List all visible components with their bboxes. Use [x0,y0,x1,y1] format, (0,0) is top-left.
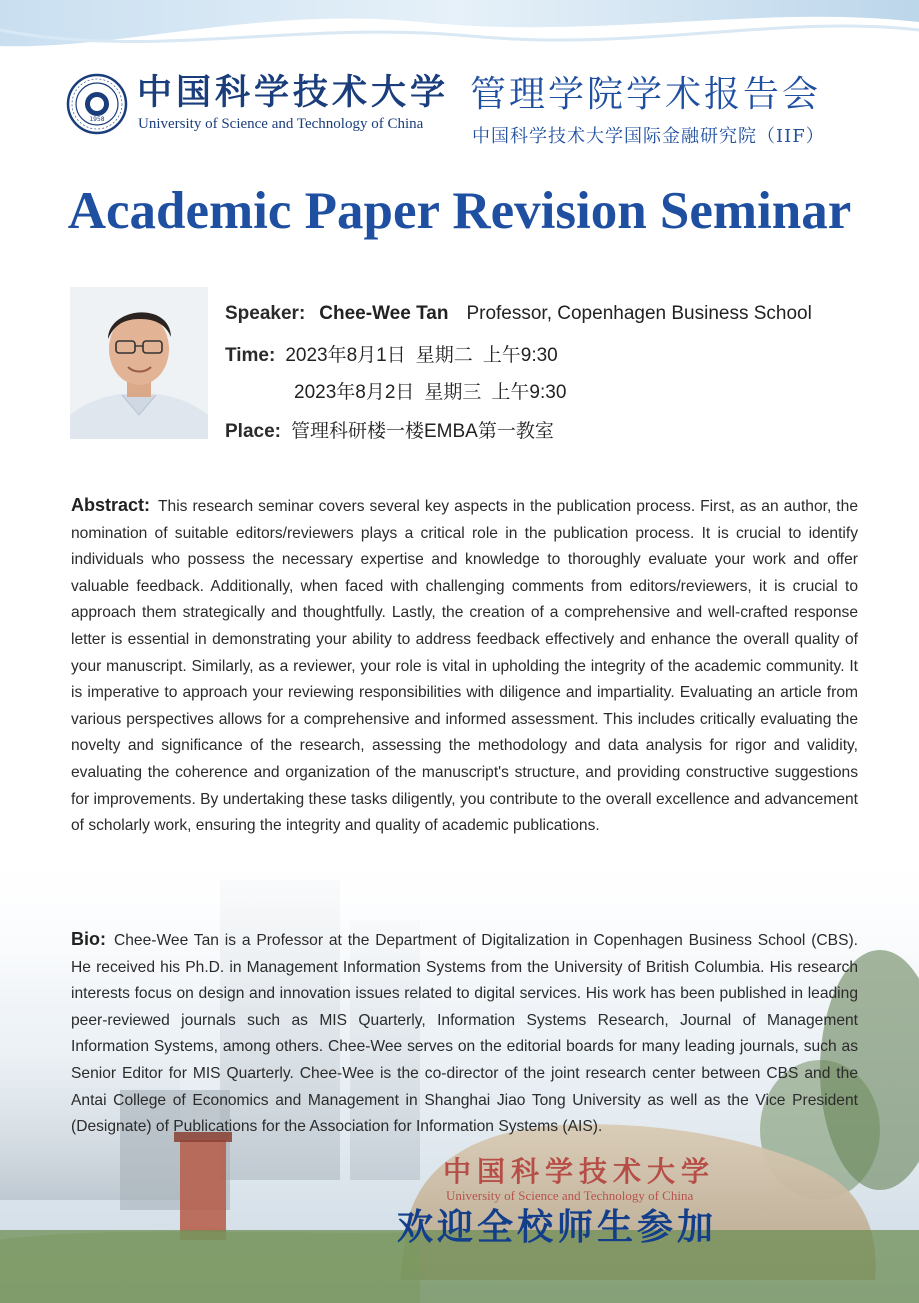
bio-label: Bio: [71,929,106,949]
time-label: Time: [225,345,276,366]
place-value: 管理科研楼一楼EMBA第一教室 [290,421,554,442]
abstract-paragraph [71,492,858,840]
seal-year: 1958 [89,116,105,123]
welcome-message: 欢迎全校师生参加 [397,1206,718,1248]
page-title: Academic Paper Revision Seminar [67,182,852,240]
top-wave-decoration [0,0,919,70]
time2-date: 2023年8月2日 [294,382,415,403]
time1-date: 2023年8月1日 [285,345,406,366]
speaker-photo [70,287,208,439]
place-row [225,416,554,443]
abstract-text: This research seminar covers several key aspects in the publication process. First, as an author, the nomination of suitable editors/reviewers plays a critical role in the publication process. It is crucial to identify individuals who possess the necessary expertise and knowledge to thoroughly evaluate your work and offer valuable feedback. Additionally, when faced with challenging comments from editors/reviewers, it is crucial to approach them strategically and thoughtfully. Lastly, the creation of a comprehensive and well-crafted response letter is essential in demonstrating your ability to address feedback effectively and enhance the overall quality of your manuscript. Similarly, as a reviewer, your role is vital in upholding the integrity of the academic community. It is imperative to approach your reviewing responsibilities with diligence and impartiality. Evaluating an article from various perspectives allows for a comprehensive and informed assessment. This includes critically evaluating the novelty and significance of the research, assessing the methodology and data analysis for rigor and validity, evaluating the coherence and organization of the manuscript's structure, and providing constructive suggestions for improvements. By undertaking these tasks diligently, you contribute to the overall excellence and advancement of scholarly work, ensuring the integrity and quality of academic publications. [71,498,858,835]
speaker-name: Chee-Wee Tan [319,303,449,324]
university-name-en: University of Science and Technology of China [138,116,424,132]
university-seal-icon [66,73,128,135]
place-label: Place: [225,421,281,442]
time2-day: 星期三 [424,382,482,403]
series-title: 管理学院学术报告会 [470,74,822,115]
time1-day: 星期二 [415,345,473,366]
bio-text: Chee-Wee Tan is a Professor at the Department of Digitalization in Copenhagen Business School (CBS). He received his Ph.D. in Management Information Systems from the University of British Columbia. His research interests focus on design and innovation issues related to digital services. His work has been published in leading peer-reviewed journals such as MIS Quarterly, Information Systems Research, Journal of Management Information Systems, among others. Chee-Wee serves on the editorial boards for many leading journals, such as Senior Editor for MIS Quarterly. Chee-Wee is the co-director of the joint research center between CBS and the Antai College of Economics and Management in Shanghai Jiao Tong University as well as the Vice President (Designate) of Publications for the Association for Information Systems (AIS). [71,932,858,1136]
university-name-cn: 中国科学技术大学 [137,72,450,113]
time-row-2 [294,377,566,404]
campus-stone-text-en: University of Science and Technology of China [446,1188,694,1203]
speaker-title: Professor, Copenhagen Business School [466,303,812,324]
speaker-row [225,303,812,325]
campus-stone-text: 中国科学技术大学 [443,1155,716,1188]
time1-clock: 上午9:30 [482,345,558,366]
series-subtitle: 中国科学技术大学国际金融研究院（IIF） [472,126,825,147]
speaker-label: Speaker: [225,303,306,324]
abstract-label: Abstract: [71,495,151,515]
time-row-1 [225,340,558,367]
bio-paragraph [71,926,858,1141]
time2-clock: 上午9:30 [491,382,567,403]
